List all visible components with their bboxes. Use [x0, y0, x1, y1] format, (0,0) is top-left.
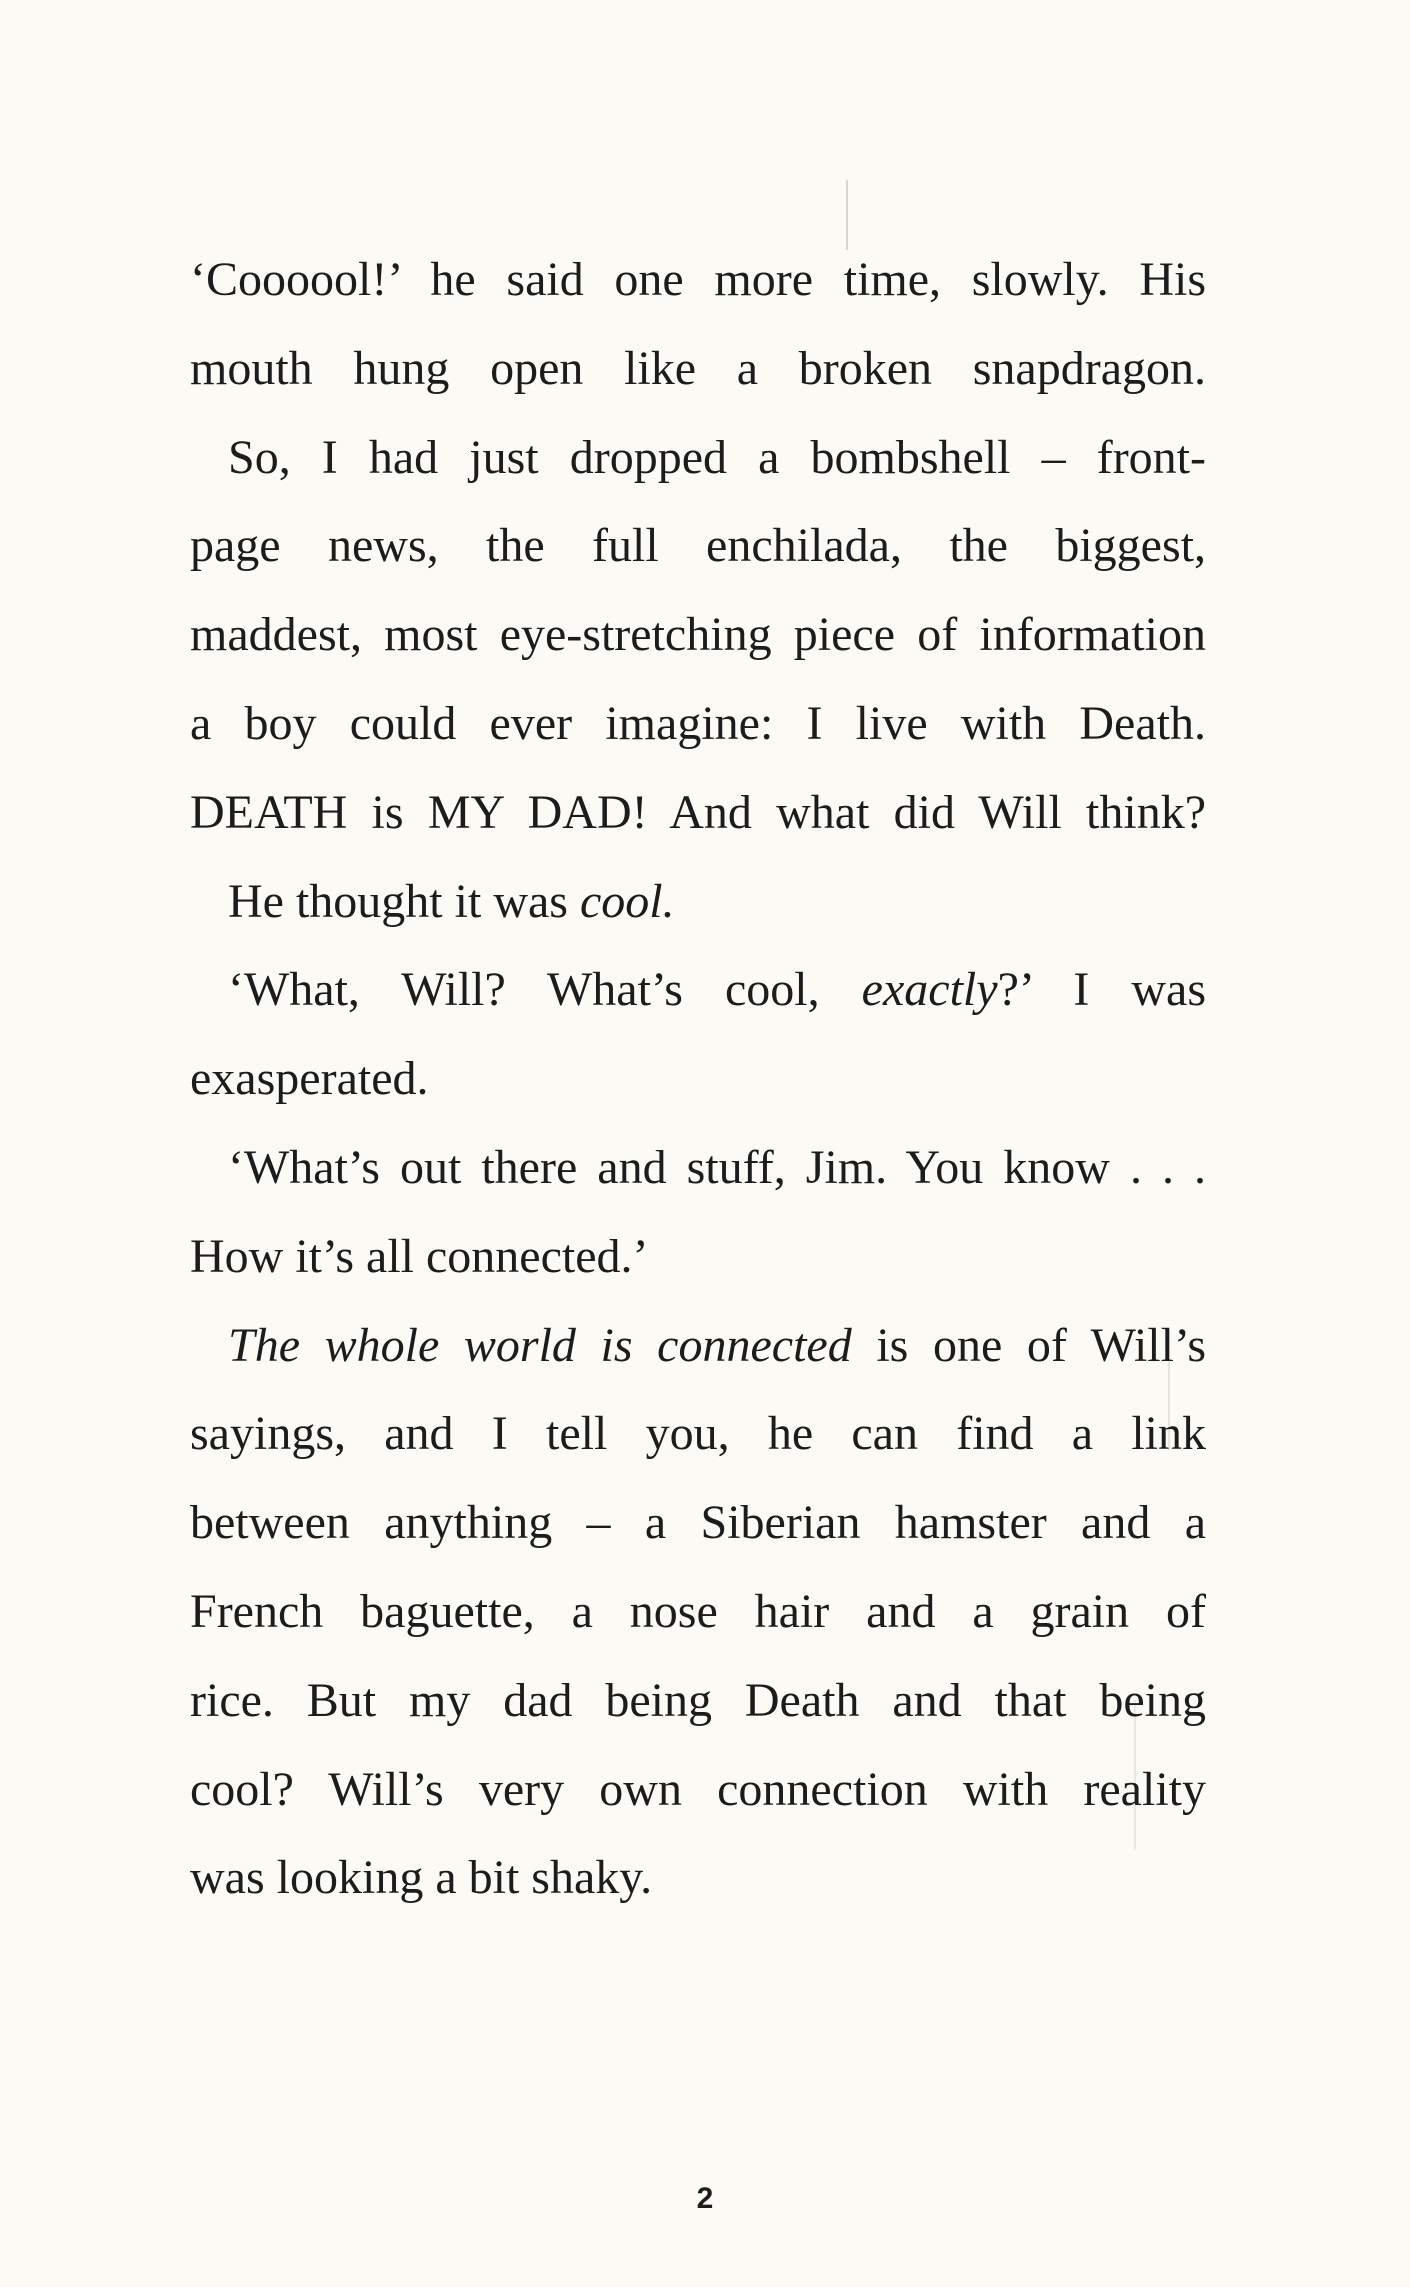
- text-line: sayings, and I tell you, he can find a link: [190, 1407, 1206, 1461]
- text-line: ‘What’s out there and stuff, Jim. You know . . .: [228, 1140, 1206, 1194]
- text-line: rice. But my dad being Death and that being: [190, 1673, 1206, 1727]
- text-line: DEATH is MY DAD! And what did Will think?: [190, 785, 1206, 839]
- text-line: a boy could ever imagine: I live with Death.: [190, 696, 1206, 750]
- text-line: page news, the full enchilada, the biggest,: [190, 519, 1206, 573]
- text-line: between anything – a Siberian hamster and a: [190, 1496, 1206, 1550]
- text-line: was looking a bit shaky.: [190, 1851, 653, 1905]
- text-line: ‘Coooool!’ he said one more time, slowly. His: [190, 253, 1206, 306]
- page-number: 2: [696, 2182, 714, 2215]
- text-line: He thought it was cool.: [228, 874, 675, 928]
- text-line: exasperated.: [190, 1052, 429, 1106]
- text-line: ‘What, Will? What’s cool, exactly?’ I was: [228, 963, 1207, 1017]
- text-line: So, I had just dropped a bombshell – front-: [228, 430, 1206, 484]
- text-line: cool? Will’s very own connection with reality: [190, 1762, 1206, 1816]
- body-text: [190, 236, 1206, 1923]
- text-line: French baguette, a nose hair and a grain of: [190, 1584, 1206, 1638]
- text-line: mouth hung open like a broken snapdragon.: [190, 341, 1206, 395]
- text-line: maddest, most eye-stretching piece of information: [190, 608, 1206, 662]
- text-line: The whole world is connected is one of Will’s: [228, 1318, 1206, 1372]
- text-line: How it’s all connected.’: [190, 1229, 649, 1283]
